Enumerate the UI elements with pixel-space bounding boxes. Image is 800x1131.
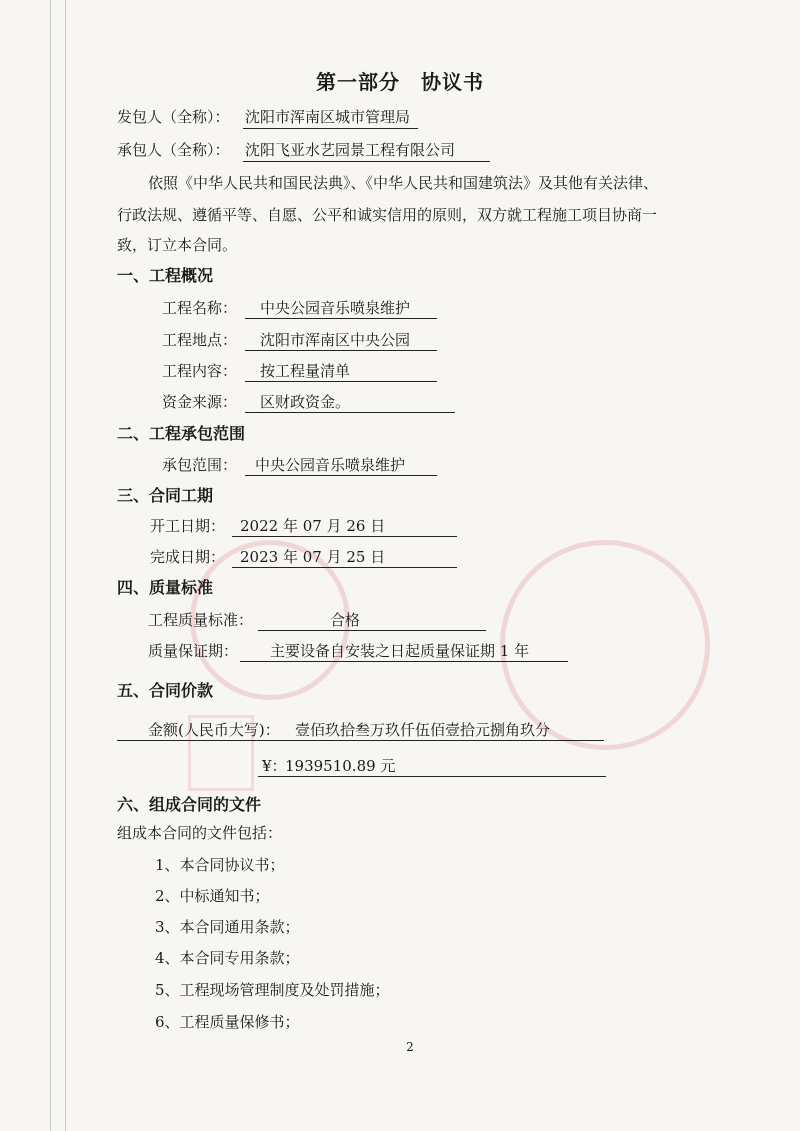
project-location-value: 沈阳市浑南区中央公园: [260, 331, 411, 349]
intro-line: 依照《中华人民共和国民法典》、《中华人民共和国建筑法》及其他有关法律、: [148, 174, 659, 192]
warranty-underline: [240, 661, 568, 662]
project-name-underline: [245, 318, 437, 319]
amount-number-label: ¥：: [262, 757, 287, 775]
warranty-label: 质量保证期：: [148, 642, 239, 660]
document-list-item: 3、本合同通用条款；: [155, 918, 300, 936]
scope-label: 承包范围：: [162, 456, 238, 474]
end-date-underline: [232, 567, 457, 568]
funding-source-label: 资金来源：: [162, 393, 238, 411]
project-name-label: 工程名称：: [162, 299, 238, 317]
document-list-item: 4、本合同专用条款；: [155, 949, 300, 967]
contractor-label: 承包人（全称）：: [117, 141, 230, 159]
section-heading: 五、合同价款: [117, 681, 214, 700]
document-list-item: 2、中标通知书；: [155, 887, 270, 905]
funding-source-underline: [245, 412, 455, 413]
section-heading: 三、合同工期: [117, 486, 214, 505]
end-date-value: 2023 年 07 月 25 日: [240, 548, 386, 566]
binding-edge-line: [50, 0, 51, 1131]
project-location-underline: [245, 350, 437, 351]
amount-words-underline: [117, 740, 604, 741]
section-heading: 二、工程承包范围: [117, 424, 246, 443]
end-date-label: 完成日期：: [150, 548, 226, 566]
section-heading: 六、组成合同的文件: [117, 795, 262, 814]
start-date-underline: [232, 536, 457, 537]
document-list-item: 5、工程现场管理制度及处罚措施；: [155, 981, 390, 999]
warranty-value: 主要设备自安装之日起质量保证期 1 年: [270, 642, 530, 660]
faint-seal-stamp: [500, 540, 710, 750]
quality-standard-label: 工程质量标准：: [148, 611, 254, 629]
start-date-value: 2022 年 07 月 26 日: [240, 517, 386, 535]
intro-line: 行政法规、遵循平等、自愿、公平和诚实信用的原则，双方就工程施工项目协商一: [117, 206, 658, 224]
contractor-underline: [243, 161, 490, 162]
scope-value: 中央公园音乐喷泉维护: [255, 456, 406, 474]
page-title: 第一部分 协议书: [316, 70, 484, 94]
document-list-item: 1、本合同协议书；: [155, 856, 285, 874]
project-content-value: 按工程量清单: [260, 362, 351, 380]
project-location-label: 工程地点：: [162, 331, 238, 349]
amount-number-value: 1939510.89 元: [285, 757, 396, 775]
contractor-value: 沈阳飞亚水艺园景工程有限公司: [245, 141, 456, 159]
amount-number-underline: [258, 776, 606, 777]
page-number: 2: [406, 1040, 414, 1054]
intro-line: 致，订立本合同。: [117, 236, 238, 254]
section-heading: 一、工程概况: [117, 266, 214, 285]
employer-underline: [243, 128, 418, 129]
employer-label: 发包人（全称）：: [117, 108, 230, 126]
project-content-label: 工程内容：: [162, 362, 238, 380]
amount-words-value: 壹佰玖拾叁万玖仟伍佰壹拾元捌角玖分: [295, 721, 551, 739]
employer-value: 沈阳市浑南区城市管理局: [245, 108, 411, 126]
project-content-underline: [245, 381, 437, 382]
documents-intro: 组成本合同的文件包括：: [117, 824, 283, 842]
start-date-label: 开工日期：: [150, 517, 226, 535]
quality-standard-value: 合格: [330, 611, 361, 629]
funding-source-value: 区财政资金。: [260, 393, 351, 411]
scope-underline: [245, 475, 437, 476]
amount-words-label: 金额(人民币大写)：: [148, 721, 280, 739]
quality-standard-underline: [258, 630, 486, 631]
project-name-value: 中央公园音乐喷泉维护: [260, 299, 411, 317]
document-list-item: 6、工程质量保修书；: [155, 1013, 300, 1031]
binding-edge-line: [65, 0, 66, 1131]
section-heading: 四、质量标准: [117, 578, 214, 597]
